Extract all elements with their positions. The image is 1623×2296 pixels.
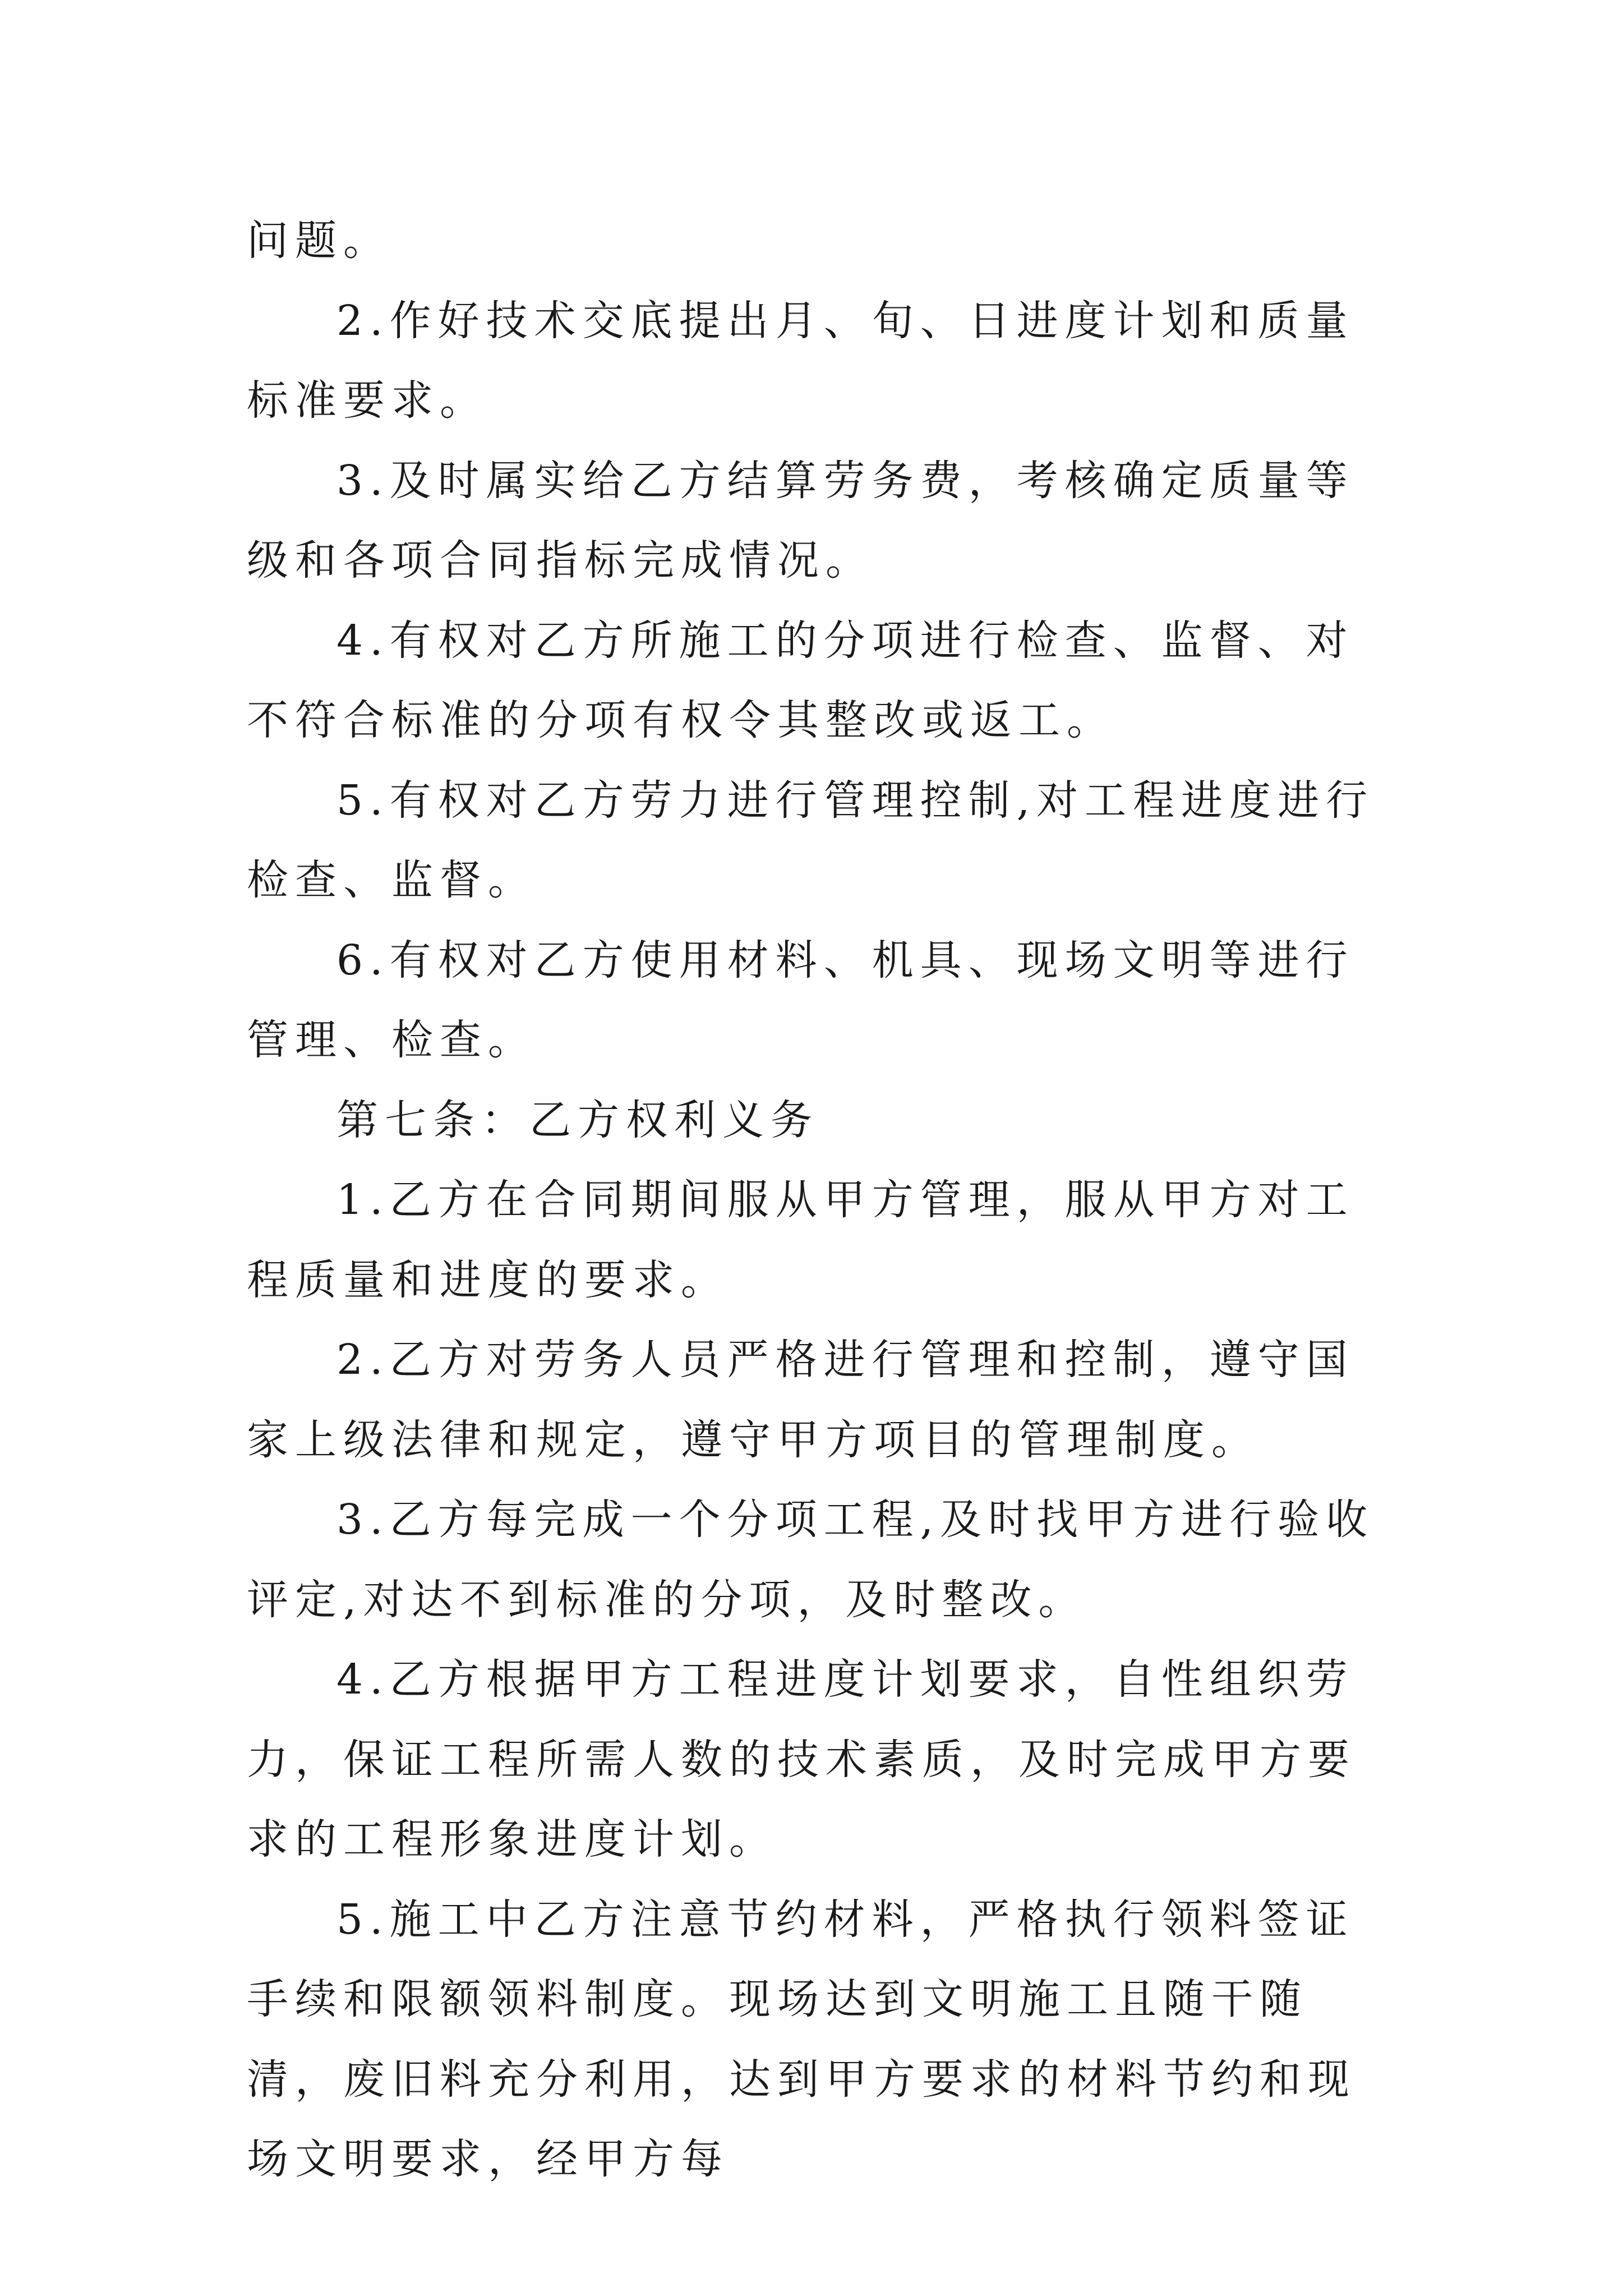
paragraph-party-b-item-1: 1.乙方在合同期间服从甲方管理，服从甲方对工程质量和进度的要求。 bbox=[247, 1176, 1354, 1304]
paragraph-party-b-item-3: 3.乙方每完成一个分项工程,及时找甲方进行验收评定,对达不到标准的分项，及时整改。 bbox=[247, 1496, 1375, 1624]
paragraph-party-a-item-4: 4.有权对乙方所施工的分项进行检查、监督、对不符合标准的分项有权令其整改或返工。 bbox=[247, 616, 1354, 744]
paragraph-party-a-item-5: 5.有权对乙方劳力进行管理控制,对工程进度进行检查、监督。 bbox=[247, 776, 1375, 904]
paragraph-party-b-item-4: 4.乙方根据甲方工程进度计划要求，自性组织劳力，保证工程所需人数的技术素质，及时完成甲方要求的工程形象进度计划。 bbox=[247, 1655, 1356, 1864]
paragraph-party-a-item-2: 2.作好技术交底提出月、旬、日进度计划和质量标准要求。 bbox=[247, 296, 1354, 425]
paragraph-continuation: 问题。 bbox=[247, 217, 391, 265]
contract-text-body bbox=[247, 201, 1396, 2200]
article-7-heading: 第七条：乙方权利义务 bbox=[336, 1096, 819, 1144]
paragraph-party-a-item-6: 6.有权对乙方使用材料、机具、现场文明等进行管理、检查。 bbox=[247, 936, 1354, 1064]
paragraph-party-b-item-2: 2.乙方对劳务人员严格进行管理和控制，遵守国家上级法律和规定，遵守甲方项目的管理制度。 bbox=[247, 1336, 1354, 1464]
paragraph-party-a-item-3: 3.及时属实给乙方结算劳务费，考核确定质量等级和各项合同指标完成情况。 bbox=[247, 456, 1354, 585]
paragraph-party-b-item-5: 5.施工中乙方注意节约材料，严格执行领料签证手续和限额领料制度。现场达到文明施工且随干随清，废旧料充分利用，达到甲方要求的材料节约和现场文明要求，经甲方每 bbox=[247, 1895, 1356, 2183]
